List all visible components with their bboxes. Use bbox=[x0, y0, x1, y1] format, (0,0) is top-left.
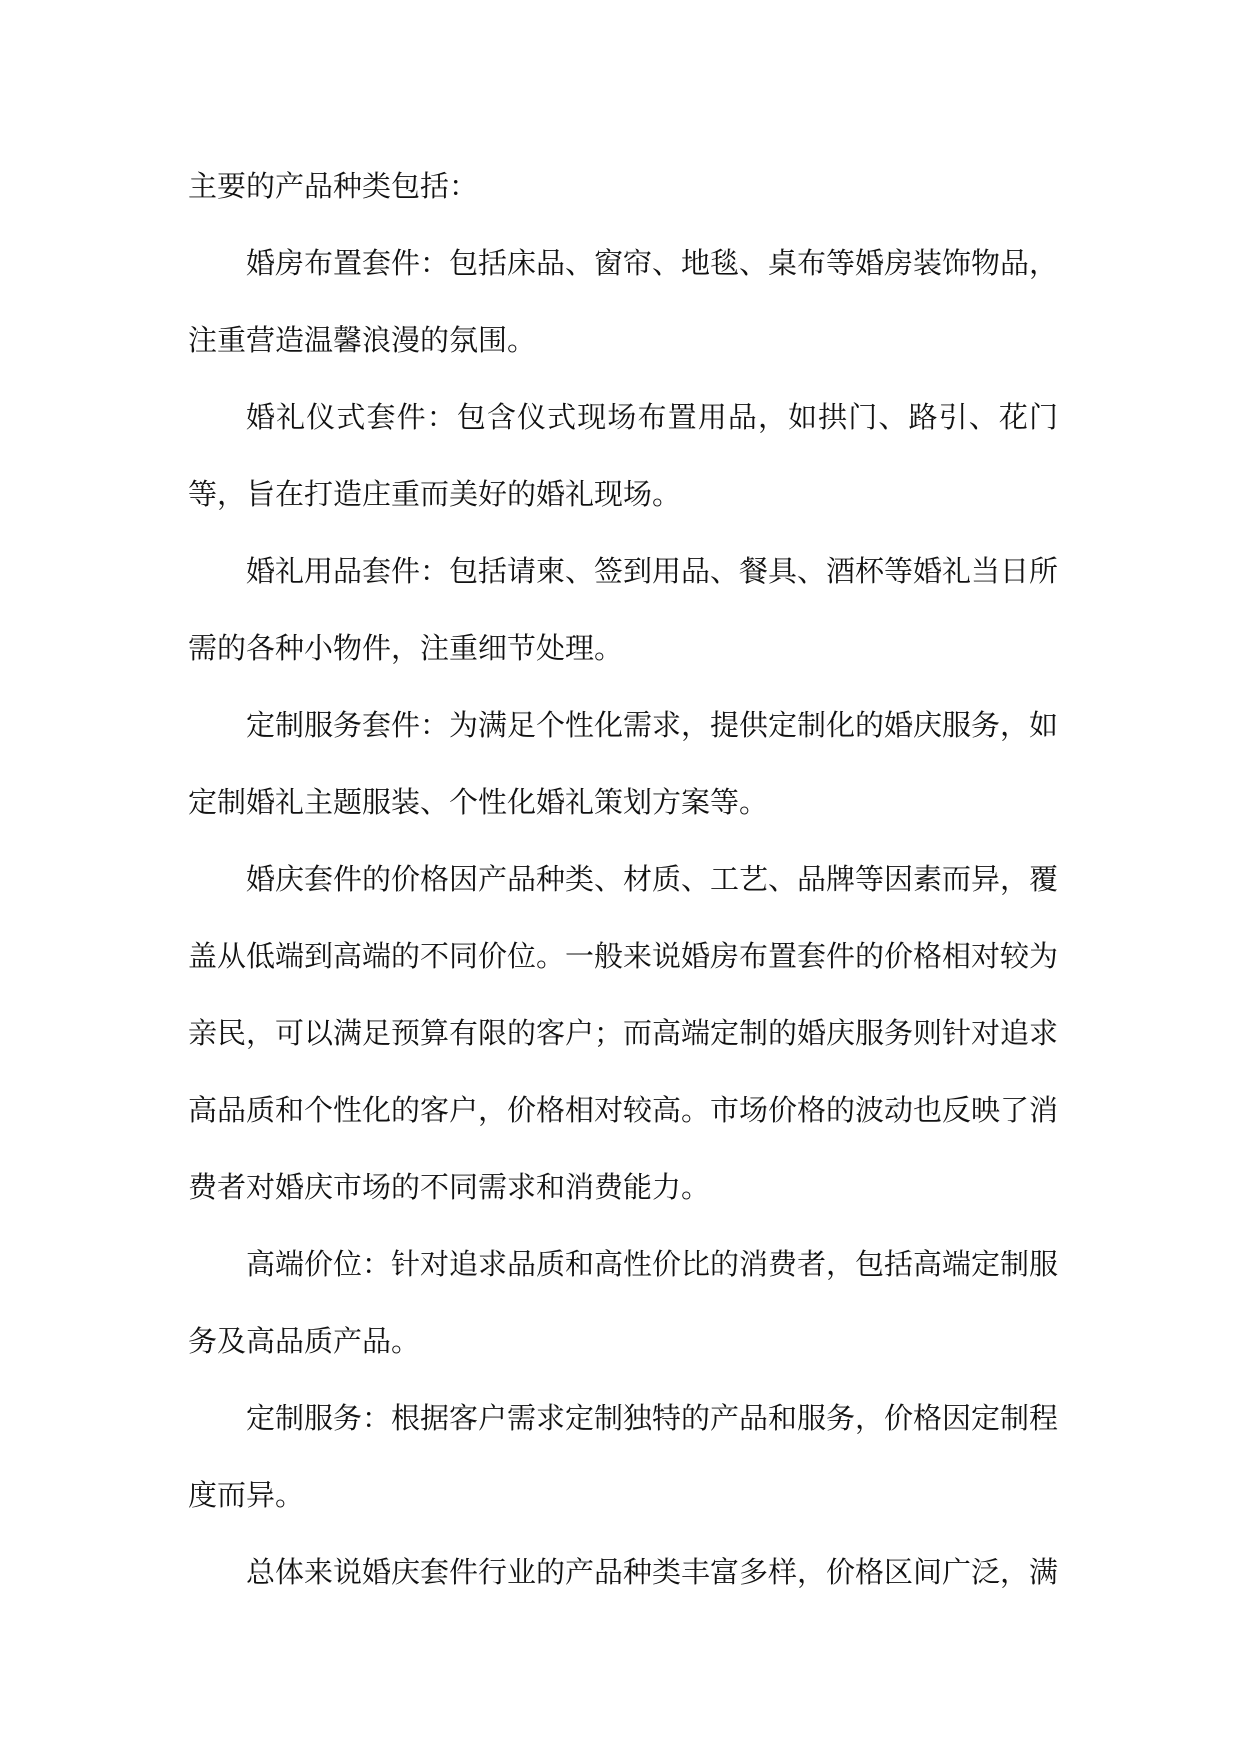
paragraph-wedding-supplies-set: 婚礼用品套件：包括请柬、签到用品、餐具、酒杯等婚礼当日所需的各种小物件，注重细节处理。 bbox=[188, 554, 1059, 665]
document-body bbox=[188, 148, 1058, 1611]
paragraph-wedding-room-set: 婚房布置套件：包括床品、窗帘、地毯、桌布等婚房装饰物品，注重营造温馨浪漫的氛围。 bbox=[188, 246, 1059, 357]
paragraph-ceremony-set: 婚礼仪式套件：包含仪式现场布置用品，如拱门、路引、花门等，旨在打造庄重而美好的婚礼现场。 bbox=[188, 400, 1058, 511]
paragraph-intro: 主要的产品种类包括： bbox=[188, 169, 479, 203]
paragraph-summary: 总体来说婚庆套件行业的产品种类丰富多样，价格区间广泛，满 bbox=[246, 1555, 1059, 1589]
paragraph-high-end-price: 高端价位：针对追求品质和高性价比的消费者，包括高端定制服务及高品质产品。 bbox=[188, 1247, 1059, 1358]
paragraph-custom-service: 定制服务：根据客户需求定制独特的产品和服务，价格因定制程度而异。 bbox=[188, 1401, 1059, 1512]
paragraph-pricing: 婚庆套件的价格因产品种类、材质、工艺、品牌等因素而异，覆盖从低端到高端的不同价位。一般来说婚房布置套件的价格相对较为亲民，可以满足预算有限的客户；而高端定制的婚庆服务则针对追求高品质和个性化的客户，价格相对较高。市场价格的波动也反映了消费者对婚庆市场的不同需求和消费能力。 bbox=[188, 862, 1059, 1204]
paragraph-custom-service-set: 定制服务套件：为满足个性化需求，提供定制化的婚庆服务，如定制婚礼主题服装、个性化婚礼策划方案等。 bbox=[188, 708, 1059, 819]
